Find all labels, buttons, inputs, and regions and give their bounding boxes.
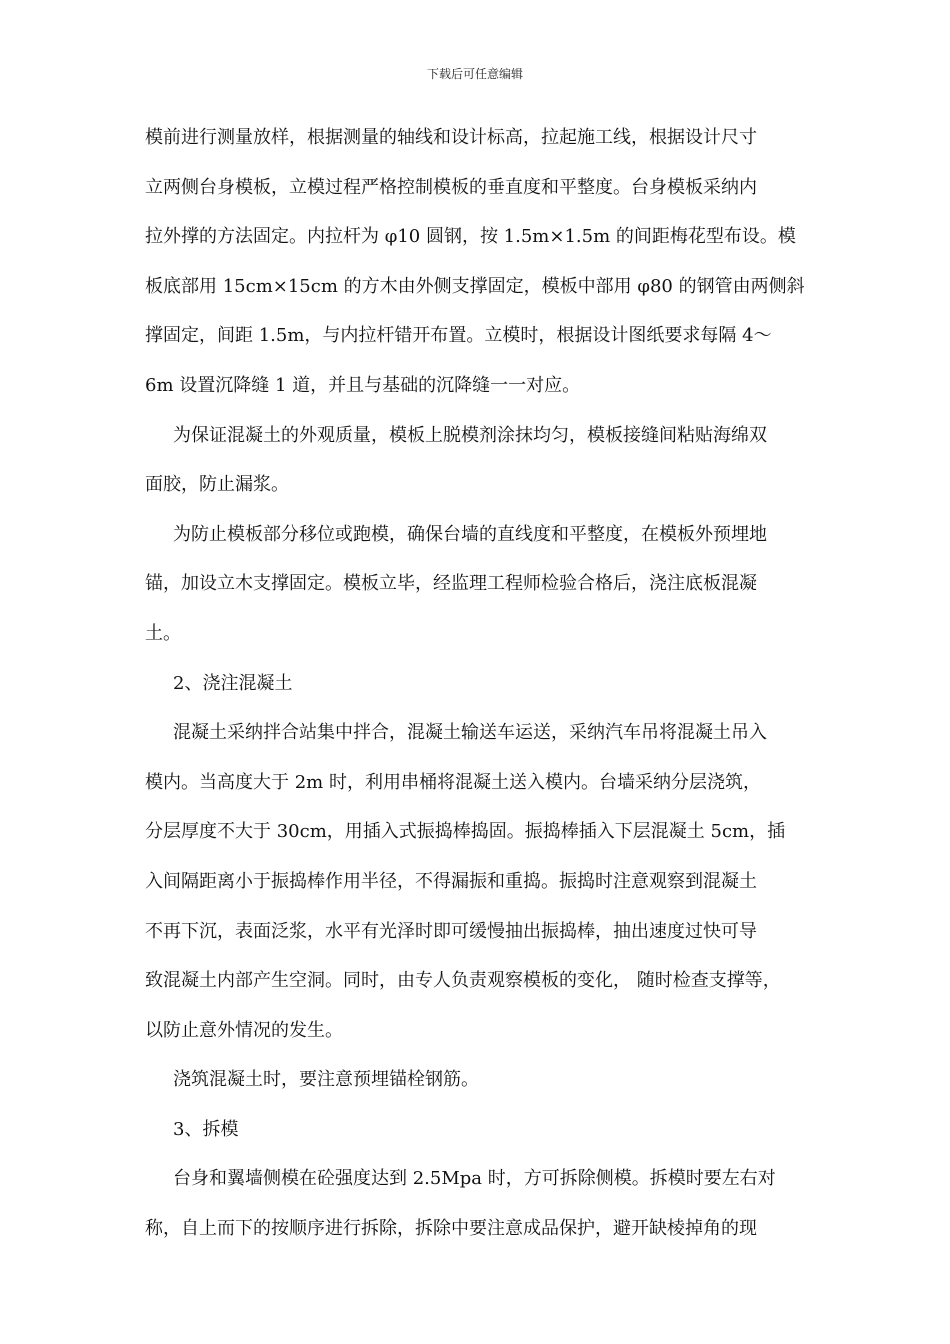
text-line: 立两侧台身模板，立模过程严格控制模板的垂直度和平整度。台身模板采纳内: [145, 176, 757, 198]
text-line: 锚，加设立木支撑固定。模板立毕，经监理工程师检验合格后，浇注底板混凝: [145, 573, 757, 595]
text-line: 为防止模板部分移位或跑模，确保台墙的直线度和平整度，在模板外预埋地: [173, 523, 767, 545]
section-heading: 3、拆模: [173, 1118, 239, 1140]
page-header: 下载后可任意编辑: [426, 67, 523, 81]
body-text: [145, 121, 809, 1262]
text-line: 混凝土采纳拌合站集中拌合，混凝土输送车运送，采纳汽车吊将混凝土吊入: [173, 722, 767, 744]
text-line: 以防止意外情况的发生。: [145, 1019, 343, 1041]
text-line: 为保证混凝土的外观质量，模板上脱模剂涂抹均匀，模板接缝间粘贴海绵双: [173, 424, 767, 446]
text-line: 板底部用 15cm×15cm 的方木由外侧支撑固定，模板中部用 φ80 的钢管由两侧斜: [145, 275, 805, 297]
text-line: 不再下沉，表面泛浆，水平有光泽时即可缓慢抽出振捣棒，抽出速度过快可导: [145, 920, 757, 942]
text-line: 面胶，防止漏浆。: [145, 474, 289, 496]
text-line: 致混凝土内部产生空洞。同时，由专人负责观察模板的变化， 随时检查支撑等，: [145, 970, 781, 992]
text-line: 称，自上而下的按顺序进行拆除，拆除中要注意成品保护，避开缺棱掉角的现: [145, 1218, 757, 1240]
text-line: 土。: [145, 622, 181, 644]
text-line: 模内。当高度大于 2m 时，利用串桶将混凝土送入模内。台墙采纳分层浇筑，: [145, 771, 761, 793]
text-line: 入间隔距离小于振捣棒作用半径，不得漏振和重捣。振捣时注意观察到混凝土: [145, 870, 757, 892]
text-line: 模前进行测量放样，根据测量的轴线和设计标高，拉起施工线，根据设计尺寸: [145, 127, 757, 148]
text-line: 撑固定，间距 1.5m，与内拉杆错开布置。立模时，根据设计图纸要求每隔 4～: [145, 325, 772, 347]
text-line: 浇筑混凝土时，要注意预埋锚栓钢筋。: [173, 1069, 479, 1091]
text-line: 6m 设置沉降缝 1 道，并且与基础的沉降缝一一对应。: [145, 374, 581, 396]
text-line: 台身和翼墙侧模在砼强度达到 2.5Mpa 时，方可拆除侧模。拆模时要左右对: [173, 1168, 776, 1190]
text-line: 拉外撑的方法固定。内拉杆为 φ10 圆钢，按 1.5m×1.5m 的间距梅花型布设。模: [145, 226, 796, 248]
section-heading: 2、浇注混凝土: [173, 672, 293, 694]
text-line: 分层厚度不大于 30cm，用插入式振捣棒捣固。振捣棒插入下层混凝土 5cm，插: [145, 821, 786, 843]
